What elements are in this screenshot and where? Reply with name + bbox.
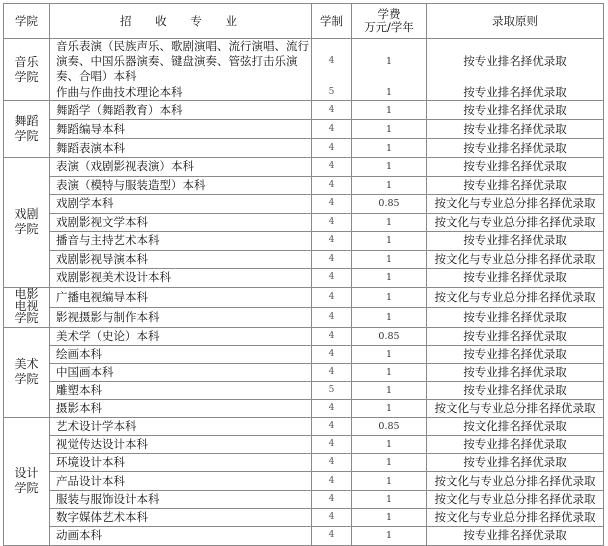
years-cell: 4 [312, 307, 352, 327]
principle-cell: 按专业排名择优录取 [427, 454, 604, 472]
major-cell: 表演（戏剧影视表演）本科 [50, 158, 312, 177]
header-years: 学制 [312, 4, 352, 39]
header-row [4, 4, 604, 39]
principle-cell: 按专业排名择优录取 [427, 269, 604, 288]
years-cell: 4 [312, 213, 352, 232]
years-cell: 4 [312, 527, 352, 545]
major-cell: 戏剧学本科 [50, 195, 312, 214]
table-row [4, 195, 604, 214]
table-row [4, 454, 604, 472]
college-name: 美术学院 [14, 357, 39, 386]
principle-cell: 按文化与专业总分排名择优录取 [427, 213, 604, 232]
major-cell: 视觉传达设计本科 [50, 435, 312, 453]
college-name: 电影电视学院 [14, 287, 39, 325]
table-row [4, 213, 604, 232]
table-row [4, 381, 604, 399]
years-cell: 4 [312, 435, 352, 453]
fee-cell: 0.85 [352, 195, 427, 214]
major-cell: 舞蹈学（舞蹈教育）本科 [50, 101, 312, 120]
years-cell: 4 [312, 139, 352, 158]
table-row [4, 269, 604, 288]
principle-cell: 按文化与专业总分排名择优录取 [427, 508, 604, 526]
principle-cell: 按文化与专业总分排名择优录取 [427, 472, 604, 490]
years-cell: 4 [312, 269, 352, 288]
header-college: 学院 [4, 4, 50, 39]
fee-cell: 1 [352, 527, 427, 545]
table-row [4, 435, 604, 453]
table-row [4, 527, 604, 545]
table-row [4, 176, 604, 195]
years-cell: 4 [312, 39, 352, 85]
major-cell: 服装与服饰设计本科 [50, 490, 312, 508]
admissions-table [3, 3, 604, 546]
major-cell: 戏剧影视导演本科 [50, 250, 312, 269]
table-row [4, 472, 604, 490]
major-cell: 影视摄影与制作本科 [50, 307, 312, 327]
fee-cell: 1 [352, 287, 427, 307]
principle-cell: 按专业排名择优录取 [427, 327, 604, 345]
table-row [4, 39, 604, 85]
table-row [4, 307, 604, 327]
fee-cell: 1 [352, 139, 427, 158]
table-row [4, 85, 604, 101]
fee-cell: 1 [352, 39, 427, 85]
major-cell: 舞蹈编导本科 [50, 120, 312, 139]
major-cell: 播音与主持艺术本科 [50, 232, 312, 251]
major-cell: 环境设计本科 [50, 454, 312, 472]
table-row [4, 363, 604, 381]
years-cell: 4 [312, 345, 352, 363]
college-name: 戏剧学院 [14, 207, 39, 237]
table-row [4, 327, 604, 345]
fee-cell: 1 [352, 269, 427, 288]
header-fee-line2: 万元/学年 [364, 20, 414, 34]
principle-cell: 按专业排名择优录取 [427, 101, 604, 120]
table-row [4, 490, 604, 508]
table-row [4, 232, 604, 251]
major-cell: 中国画本科 [50, 363, 312, 381]
table-row [4, 139, 604, 158]
major-cell: 戏剧影视美术设计本科 [50, 269, 312, 288]
college-name: 舞蹈学院 [14, 114, 39, 143]
major-cell: 戏剧影视文学本科 [50, 213, 312, 232]
principle-cell: 按专业排名择优录取 [427, 176, 604, 195]
fee-cell: 1 [352, 307, 427, 327]
principle-cell: 按专业排名择优录取 [427, 527, 604, 545]
principle-cell: 按专业排名择优录取 [427, 307, 604, 327]
principle-cell: 按专业排名择优录取 [427, 435, 604, 453]
principle-cell: 按专业排名择优录取 [427, 120, 604, 139]
fee-cell: 1 [352, 399, 427, 417]
principle-cell: 按文化与专业总分排名择优录取 [427, 399, 604, 417]
fee-cell: 1 [352, 381, 427, 399]
fee-cell: 1 [352, 213, 427, 232]
principle-cell: 按专业排名择优录取 [427, 39, 604, 85]
principle-cell: 按专业排名择优录取 [427, 158, 604, 177]
years-cell: 4 [312, 327, 352, 345]
major-cell: 表演（模特与服装造型）本科 [50, 176, 312, 195]
table-row [4, 508, 604, 526]
college-cell [4, 101, 50, 158]
years-cell: 5 [312, 85, 352, 101]
principle-cell: 按文化与专业总分排名择优录取 [427, 250, 604, 269]
fee-cell: 1 [352, 232, 427, 251]
college-cell [4, 158, 50, 288]
years-cell: 4 [312, 363, 352, 381]
years-cell: 4 [312, 508, 352, 526]
table-row [4, 287, 604, 307]
years-cell: 4 [312, 120, 352, 139]
principle-cell: 按专业排名择优录取 [427, 85, 604, 101]
table-row [4, 345, 604, 363]
fee-cell: 1 [352, 435, 427, 453]
years-cell: 4 [312, 287, 352, 307]
years-cell: 4 [312, 195, 352, 214]
college-name: 音乐学院 [14, 54, 39, 84]
principle-cell: 按文化排名择优录取 [427, 417, 604, 435]
major-cell: 作曲与作曲技术理论本科 [50, 85, 312, 101]
years-cell: 4 [312, 490, 352, 508]
principle-cell: 按专业排名择优录取 [427, 345, 604, 363]
major-cell: 动画本科 [50, 527, 312, 545]
years-cell: 4 [312, 232, 352, 251]
table-row [4, 417, 604, 435]
header-fee-line1: 学费 [377, 7, 401, 21]
fee-cell: 0.85 [352, 327, 427, 345]
fee-cell: 1 [352, 176, 427, 195]
college-name: 设计学院 [14, 466, 39, 496]
fee-cell: 1 [352, 250, 427, 269]
years-cell: 4 [312, 176, 352, 195]
fee-cell: 1 [352, 490, 427, 508]
college-cell [4, 39, 50, 101]
principle-cell: 按专业排名择优录取 [427, 381, 604, 399]
years-cell: 4 [312, 472, 352, 490]
major-cell: 艺术设计学本科 [50, 417, 312, 435]
header-fee [352, 4, 427, 39]
principle-cell: 按文化与专业总分排名择优录取 [427, 195, 604, 214]
fee-cell: 1 [352, 363, 427, 381]
principle-cell: 按专业排名择优录取 [427, 363, 604, 381]
table-row [4, 120, 604, 139]
fee-cell: 0.85 [352, 417, 427, 435]
years-cell: 5 [312, 381, 352, 399]
table-row [4, 158, 604, 177]
fee-cell: 1 [352, 158, 427, 177]
major-cell: 摄影本科 [50, 399, 312, 417]
major-cell: 雕塑本科 [50, 381, 312, 399]
principle-cell: 按专业排名择优录取 [427, 232, 604, 251]
major-cell: 美术学（史论）本科 [50, 327, 312, 345]
major-cell: 数字媒体艺术本科 [50, 508, 312, 526]
years-cell: 4 [312, 250, 352, 269]
fee-cell: 1 [352, 85, 427, 101]
principle-cell: 按专业排名择优录取 [427, 139, 604, 158]
fee-cell: 1 [352, 101, 427, 120]
principle-cell: 按文化与专业总分排名择优录取 [427, 287, 604, 307]
major-cell: 舞蹈表演本科 [50, 139, 312, 158]
college-cell [4, 417, 50, 545]
table-row [4, 101, 604, 120]
header-principle: 录取原则 [427, 4, 604, 39]
fee-cell: 1 [352, 120, 427, 139]
major-cell: 广播电视编导本科 [50, 287, 312, 307]
major-cell: 音乐表演（民族声乐、歌剧演唱、流行演唱、流行演奏、中国乐器演奏、键盘演奏、管弦打击乐演奏、合唱）本科 [50, 39, 312, 85]
years-cell: 4 [312, 399, 352, 417]
college-cell [4, 327, 50, 417]
fee-cell: 1 [352, 508, 427, 526]
years-cell: 4 [312, 158, 352, 177]
years-cell: 4 [312, 417, 352, 435]
major-cell: 绘画本科 [50, 345, 312, 363]
years-cell: 4 [312, 454, 352, 472]
header-major: 招 收 专 业 [50, 4, 312, 39]
table-row [4, 399, 604, 417]
college-cell [4, 287, 50, 327]
table-row [4, 250, 604, 269]
principle-cell: 按文化与专业总分排名择优录取 [427, 490, 604, 508]
major-cell: 产品设计本科 [50, 472, 312, 490]
fee-cell: 1 [352, 345, 427, 363]
fee-cell: 1 [352, 454, 427, 472]
fee-cell: 1 [352, 472, 427, 490]
years-cell: 4 [312, 101, 352, 120]
